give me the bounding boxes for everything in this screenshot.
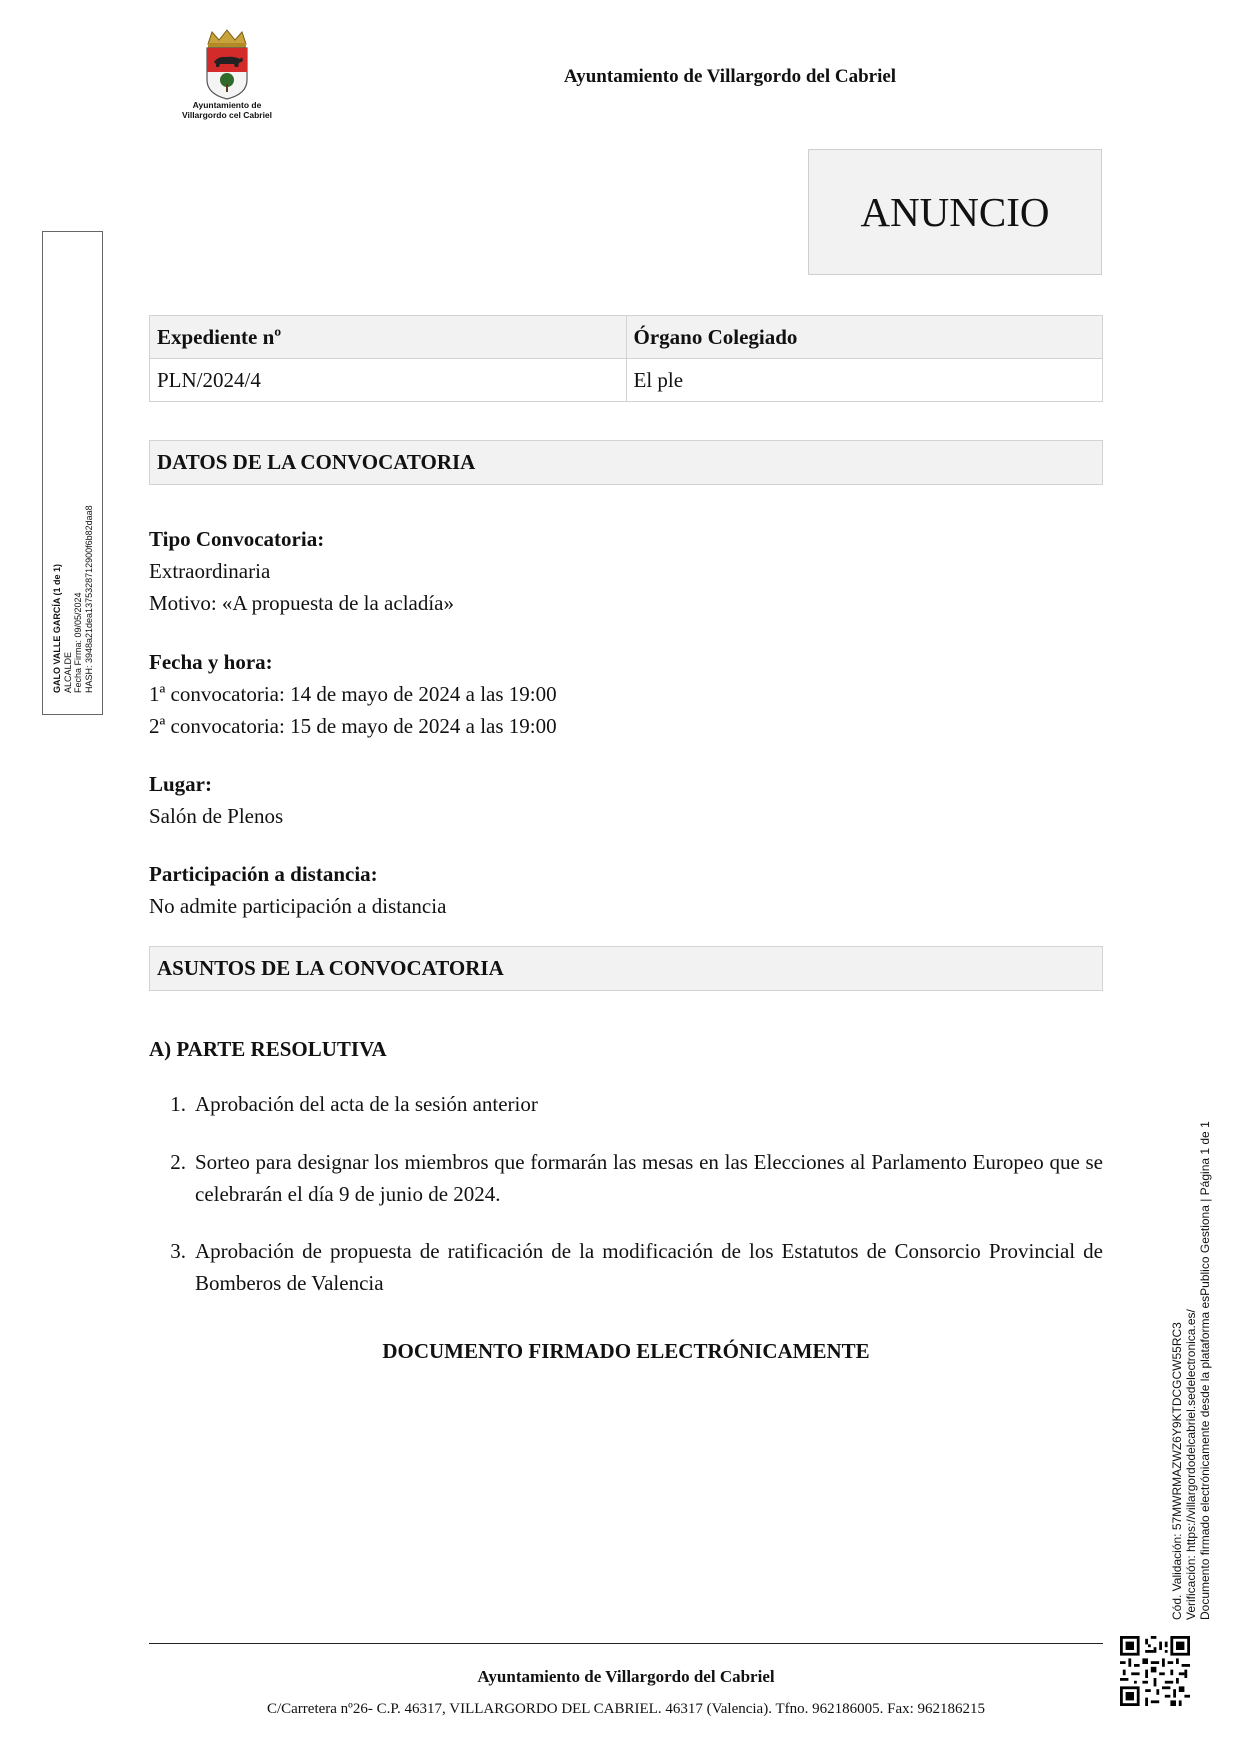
signer-name: GALO VALLE GARCÍA (1 de 1) xyxy=(51,563,62,693)
header-expediente: Expediente nº xyxy=(150,316,627,359)
participacion-value: No admite participación a distancia xyxy=(149,894,447,918)
agenda-item-text: Aprobación de propuesta de ratificación de la modificación de los Estatutos de Consorcio Provincial de Bomberos de Valencia xyxy=(195,1239,1103,1295)
table-row xyxy=(150,359,1103,402)
logo-caption-line2: Villargordo cel Cabriel xyxy=(181,110,273,120)
lugar-label: Lugar: xyxy=(149,772,212,796)
signature-date: Fecha Firma: 09/05/2024 xyxy=(72,592,83,693)
cell-expediente: PLN/2024/4 xyxy=(150,359,627,402)
agenda-item-number: 3. xyxy=(170,1239,186,1263)
signer-role: ALCALDE xyxy=(62,651,72,693)
expediente-table xyxy=(149,315,1103,402)
section-datos-label: DATOS DE LA CONVOCATORIA xyxy=(157,450,476,474)
agenda-item-number: 2. xyxy=(170,1150,186,1174)
footer-divider xyxy=(149,1643,1103,1644)
section-datos xyxy=(149,440,1103,485)
qr-code-icon xyxy=(1120,1636,1190,1706)
anuncio-label: ANUNCIO xyxy=(860,189,1050,235)
agenda-item-text: Sorteo para designar los miembros que formarán las mesas en las Elecciones al Parlamento Europeo que se celebrarán el día 9 de junio de 2024. xyxy=(195,1150,1103,1206)
municipal-logo xyxy=(172,28,282,128)
signature-hash: HASH: 3948a21dea1375328712900f6b82daa8 xyxy=(83,505,93,693)
section-asuntos xyxy=(149,946,1103,991)
signed-notice: DOCUMENTO FIRMADO ELECTRÓNICAMENTE xyxy=(382,1339,870,1363)
header-title: Ayuntamiento de Villargordo del Cabriel xyxy=(563,66,897,87)
lugar-value: Salón de Plenos xyxy=(149,804,284,828)
agenda-item-number: 1. xyxy=(170,1092,186,1116)
fecha-label: Fecha y hora: xyxy=(149,650,273,674)
header-organo: Órgano Colegiado xyxy=(626,316,1103,359)
section-asuntos-label: ASUNTOS DE LA CONVOCATORIA xyxy=(157,956,504,980)
motivo-text: Motivo: «A propuesta de la acladía» xyxy=(149,591,455,615)
coat-of-arms-icon xyxy=(172,28,282,100)
fecha-segunda: 2ª convocatoria: 15 de mayo de 2024 a las 19:00 xyxy=(149,714,557,738)
agenda-item-text: Aprobación del acta de la sesión anterior xyxy=(195,1092,538,1116)
parte-resolutiva-title: A) PARTE RESOLUTIVA xyxy=(149,1037,387,1061)
anuncio-banner xyxy=(808,149,1102,275)
validation-platform: Documento firmado electrónicamente desde la plataforma esPublico Gestiona | Página 1 de 1 xyxy=(1198,1121,1212,1620)
footer-address: C/Carretera nº26- C.P. 46317, VILLARGORDO DEL CABRIEL. 46317 (Valencia). Tfno. 962186005. Fax: 962186215 xyxy=(266,1701,986,1717)
validation-url: Verificación: https://villargordodelcabriel.sedelectronica.es/ xyxy=(1184,1309,1198,1620)
footer-name: Ayuntamiento de Villargordo del Cabriel xyxy=(477,1667,775,1686)
logo-caption-line1: Ayuntamiento de xyxy=(192,100,262,110)
validation-code: Cód. Validación: 57MWRMAZWZ6Y9KTDCGCW55RC3 xyxy=(1170,1322,1184,1620)
validation-info xyxy=(1170,1100,1212,1620)
fecha-primera: 1ª convocatoria: 14 de mayo de 2024 a las 19:00 xyxy=(149,682,557,706)
participacion-label: Participación a distancia: xyxy=(149,862,378,886)
table-header-row xyxy=(150,316,1103,359)
tipo-value: Extraordinaria xyxy=(149,559,271,583)
tipo-label: Tipo Convocatoria: xyxy=(149,527,325,551)
cell-organo: El ple xyxy=(626,359,1103,402)
signature-stamp xyxy=(42,231,103,715)
